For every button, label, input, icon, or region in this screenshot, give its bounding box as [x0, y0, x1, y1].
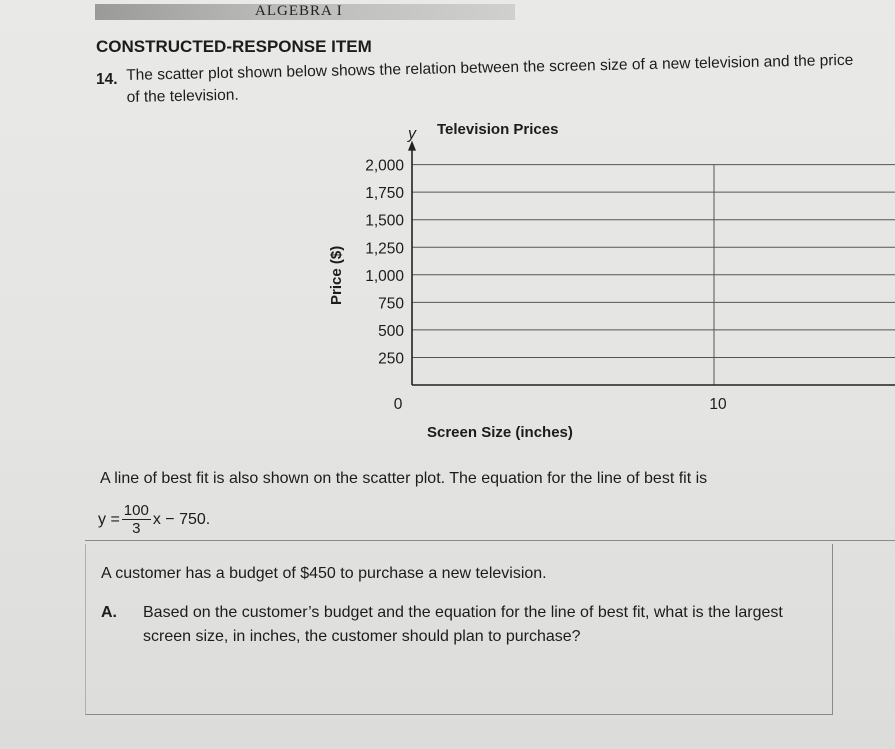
question-text: The scatter plot shown below shows the relation between the screen size of a new television and the price of the television. — [126, 51, 854, 106]
y-tick-label: 1,000 — [365, 267, 404, 285]
part-a-question: Based on the customer’s budget and the equation for the line of best fit, what is the largest screen size, in inches, the customer should plan to purchase? — [143, 604, 783, 645]
y-tick-label: 1,250 — [365, 240, 404, 258]
equation-fraction — [122, 502, 151, 537]
section-heading: CONSTRUCTED-RESPONSE ITEM — [96, 37, 372, 56]
x-tick-label: 10 — [709, 396, 727, 413]
page-header-title: ALGEBRA I — [255, 3, 343, 19]
y-tick-label: 500 — [378, 322, 404, 340]
line-fit-text: A line of best fit is also shown on the scatter plot. The equation for the line of best fit is — [100, 470, 708, 487]
equation-rhs: x − 750. — [152, 510, 211, 528]
y-axis-label: Price ($) — [328, 245, 345, 305]
part-a-label: A. — [101, 604, 117, 621]
best-fit-equation — [98, 502, 210, 537]
y-tick-label: 1,750 — [365, 185, 404, 203]
equation-denominator: 3 — [132, 520, 141, 537]
chart-title: Television Prices — [437, 121, 559, 138]
divider — [85, 540, 895, 541]
question-number: 14. — [96, 71, 118, 88]
origin-label: 0 — [393, 396, 403, 413]
y-tick-label: 750 — [378, 295, 404, 313]
y-tick-label: 1,500 — [365, 212, 404, 230]
x-axis-label: Screen Size (inches) — [427, 424, 573, 441]
y-tick-label: 250 — [378, 350, 404, 368]
equation-numerator: 100 — [123, 502, 149, 519]
equation-lhs: y = — [98, 510, 120, 528]
budget-text: A customer has a budget of $450 to purchase a new television. — [101, 565, 547, 582]
y-axis-letter: y — [408, 125, 416, 143]
y-tick-label: 2,000 — [365, 157, 404, 175]
